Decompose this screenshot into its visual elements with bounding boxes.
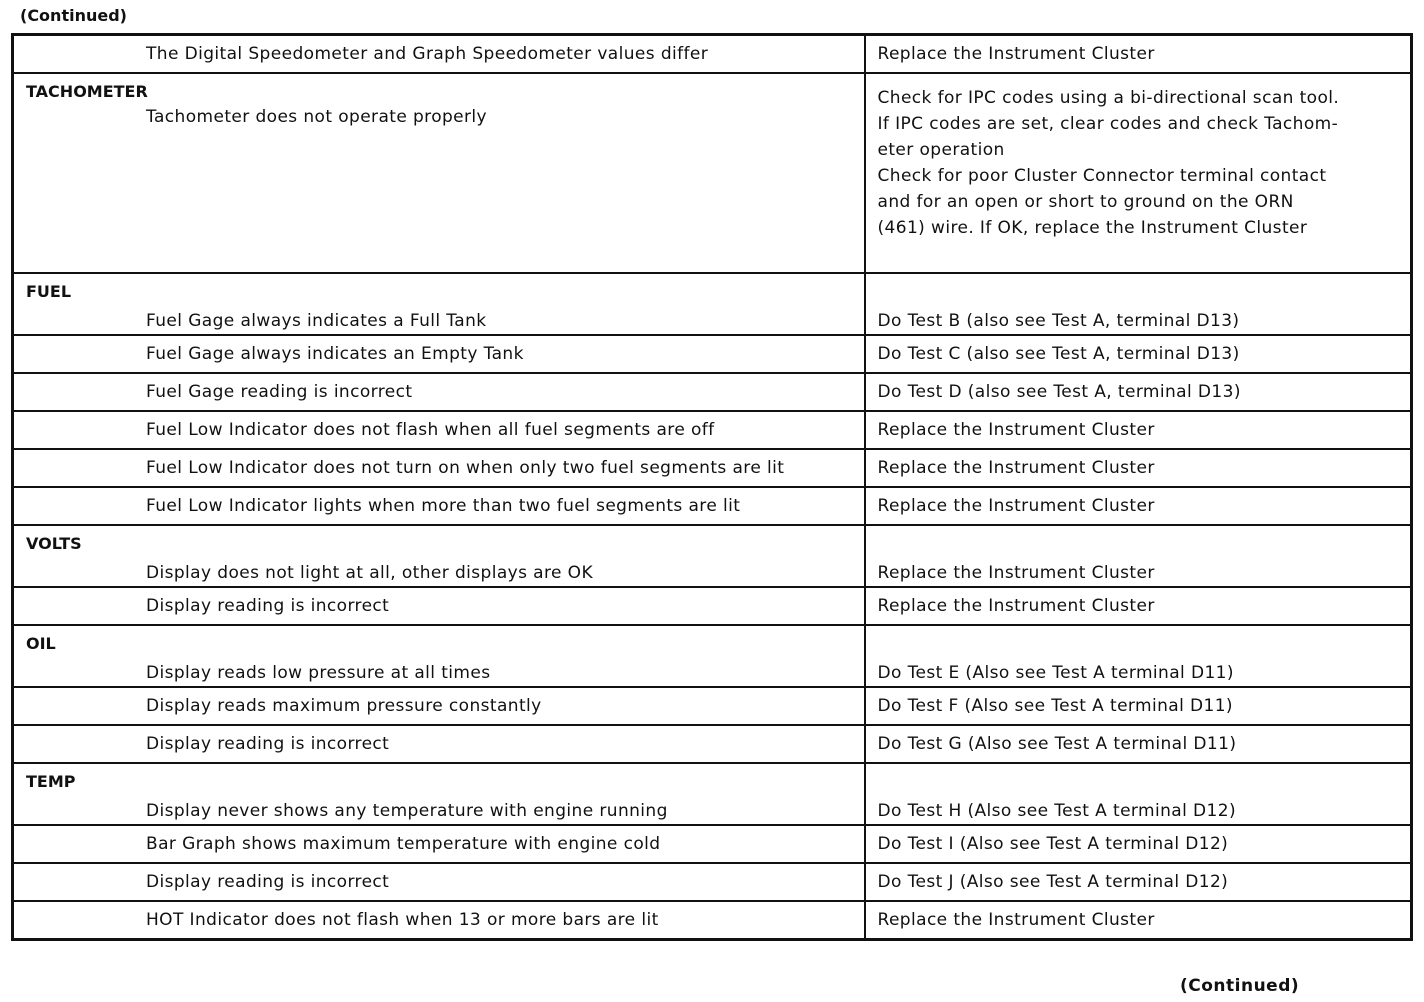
table-row bbox=[13, 901, 1412, 940]
action-text: Do Test J (Also see Test A terminal D12) bbox=[877, 872, 1229, 892]
table-row bbox=[13, 73, 1412, 273]
symptom-cell bbox=[13, 35, 865, 74]
symptom-cell bbox=[13, 525, 865, 587]
section-heading-tachometer: TACHOMETER bbox=[26, 82, 148, 101]
symptom-text: Display reads low pressure at all times bbox=[146, 663, 491, 683]
action-cell bbox=[865, 525, 1412, 587]
symptom-text: Fuel Low Indicator does not turn on when only two fuel segments are lit bbox=[146, 458, 785, 478]
table-row bbox=[13, 449, 1412, 487]
symptom-text: Bar Graph shows maximum temperature with engine cold bbox=[146, 834, 661, 854]
action-cell bbox=[865, 73, 1412, 273]
table-row bbox=[13, 625, 1412, 687]
section-heading-volts: VOLTS bbox=[26, 534, 82, 553]
symptom-text: Fuel Gage reading is incorrect bbox=[146, 382, 413, 402]
symptom-text: Display reading is incorrect bbox=[146, 596, 390, 616]
action-text: Replace the Instrument Cluster bbox=[877, 496, 1155, 516]
symptom-cell bbox=[13, 863, 865, 901]
symptom-cell bbox=[13, 725, 865, 763]
table-row bbox=[13, 273, 1412, 335]
continued-label-bottom: (Continued) bbox=[1180, 976, 1300, 996]
symptom-cell bbox=[13, 687, 865, 725]
action-cell bbox=[865, 449, 1412, 487]
table-row bbox=[13, 411, 1412, 449]
action-cell bbox=[865, 625, 1412, 687]
action-text: Do Test F (Also see Test A terminal D11) bbox=[877, 696, 1233, 716]
symptom-text: Fuel Low Indicator lights when more than two fuel segments are lit bbox=[146, 496, 741, 516]
action-text: Do Test E (Also see Test A terminal D11) bbox=[877, 663, 1234, 683]
action-cell bbox=[865, 863, 1412, 901]
symptom-text: Fuel Low Indicator does not flash when all fuel segments are off bbox=[146, 420, 715, 440]
action-line: and for an open or short to ground on the ORN bbox=[877, 192, 1294, 212]
action-cell bbox=[865, 901, 1412, 940]
symptom-cell bbox=[13, 449, 865, 487]
table-row bbox=[13, 487, 1412, 525]
symptom-text: Display reading is incorrect bbox=[146, 734, 390, 754]
action-text: Do Test B (also see Test A, terminal D13) bbox=[877, 311, 1240, 331]
table-row bbox=[13, 35, 1412, 74]
table-row bbox=[13, 763, 1412, 825]
action-cell bbox=[865, 411, 1412, 449]
symptom-cell bbox=[13, 487, 865, 525]
symptom-cell bbox=[13, 825, 865, 863]
action-text-multiline bbox=[866, 74, 1411, 241]
action-line: eter operation bbox=[877, 140, 1005, 160]
continued-label-top: (Continued) bbox=[20, 6, 127, 25]
action-text: Do Test G (Also see Test A terminal D11) bbox=[877, 734, 1237, 754]
table-row bbox=[13, 825, 1412, 863]
table-row bbox=[13, 525, 1412, 587]
table-row bbox=[13, 687, 1412, 725]
action-line: If IPC codes are set, clear codes and check Tachom- bbox=[877, 114, 1339, 134]
symptom-cell bbox=[13, 763, 865, 825]
symptom-cell bbox=[13, 587, 865, 625]
action-line: (461) wire. If OK, replace the Instrument Cluster bbox=[877, 218, 1308, 238]
action-cell bbox=[865, 725, 1412, 763]
table-row bbox=[13, 335, 1412, 373]
symptom-text: The Digital Speedometer and Graph Speedometer values differ bbox=[146, 44, 709, 64]
action-text: Replace the Instrument Cluster bbox=[877, 458, 1155, 478]
action-text: Replace the Instrument Cluster bbox=[877, 44, 1155, 64]
symptom-cell bbox=[13, 625, 865, 687]
symptom-text: Display reading is incorrect bbox=[146, 872, 390, 892]
symptom-text: Display does not light at all, other displays are OK bbox=[146, 563, 594, 583]
section-heading-temp: TEMP bbox=[26, 772, 76, 791]
action-cell bbox=[865, 587, 1412, 625]
action-text: Replace the Instrument Cluster bbox=[877, 563, 1155, 583]
symptom-cell bbox=[13, 411, 865, 449]
action-cell bbox=[865, 273, 1412, 335]
action-cell bbox=[865, 373, 1412, 411]
section-heading-oil: OIL bbox=[26, 634, 56, 653]
action-text: Replace the Instrument Cluster bbox=[877, 420, 1155, 440]
symptom-text: Display never shows any temperature with engine running bbox=[146, 801, 668, 821]
symptom-cell bbox=[13, 73, 865, 273]
diagnosis-table bbox=[11, 33, 1413, 941]
symptom-cell bbox=[13, 273, 865, 335]
symptom-cell bbox=[13, 335, 865, 373]
action-text: Do Test H (Also see Test A terminal D12) bbox=[877, 801, 1236, 821]
action-text: Do Test D (also see Test A, terminal D13) bbox=[877, 382, 1241, 402]
action-text: Do Test C (also see Test A, terminal D13) bbox=[877, 344, 1240, 364]
action-text: Replace the Instrument Cluster bbox=[877, 596, 1155, 616]
table-row bbox=[13, 373, 1412, 411]
action-text: Replace the Instrument Cluster bbox=[877, 910, 1155, 930]
action-cell bbox=[865, 335, 1412, 373]
symptom-text: Tachometer does not operate properly bbox=[146, 107, 488, 127]
table-row bbox=[13, 587, 1412, 625]
action-cell bbox=[865, 763, 1412, 825]
symptom-text: Fuel Gage always indicates an Empty Tank bbox=[146, 344, 524, 364]
symptom-cell bbox=[13, 373, 865, 411]
symptom-text: Fuel Gage always indicates a Full Tank bbox=[146, 311, 487, 331]
symptom-text: HOT Indicator does not flash when 13 or more bars are lit bbox=[146, 910, 659, 930]
action-line: Check for poor Cluster Connector terminal contact bbox=[877, 166, 1327, 186]
action-line: Check for IPC codes using a bi-directional scan tool. bbox=[877, 88, 1340, 108]
symptom-text: Display reads maximum pressure constantly bbox=[146, 696, 542, 716]
table-row bbox=[13, 725, 1412, 763]
action-cell bbox=[865, 487, 1412, 525]
action-cell bbox=[865, 825, 1412, 863]
table-row bbox=[13, 863, 1412, 901]
section-heading-fuel: FUEL bbox=[26, 282, 72, 301]
action-text: Do Test I (Also see Test A terminal D12) bbox=[877, 834, 1229, 854]
action-cell bbox=[865, 35, 1412, 74]
symptom-cell bbox=[13, 901, 865, 940]
action-cell bbox=[865, 687, 1412, 725]
